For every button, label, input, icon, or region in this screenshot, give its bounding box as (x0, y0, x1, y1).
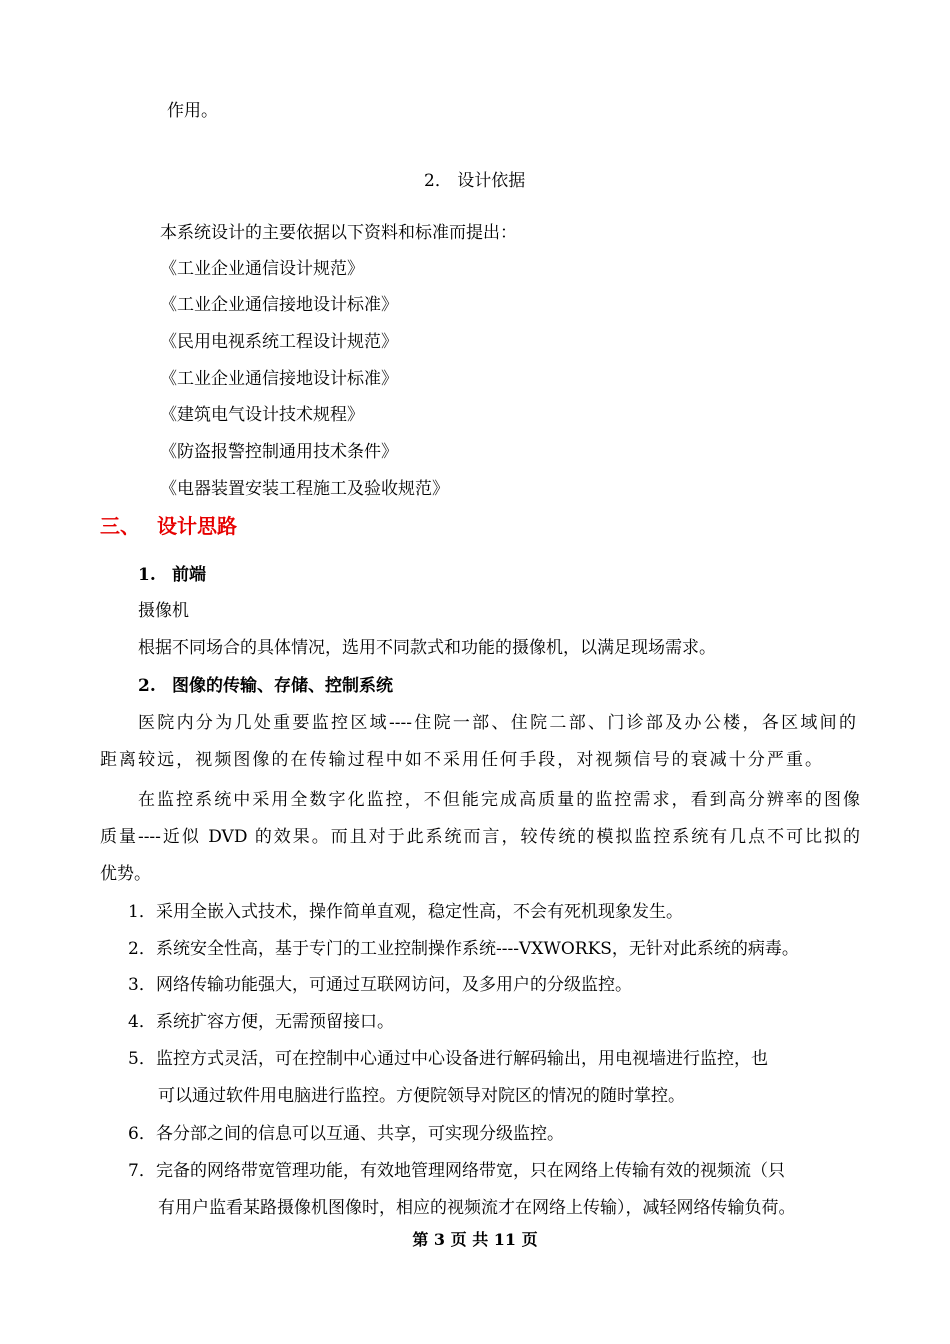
subsection-number: 2. (138, 676, 156, 696)
list-number: 7． (128, 1161, 156, 1181)
subsection-number: 1. (138, 565, 156, 585)
standard-item: 《建筑电气设计技术规程》 (160, 405, 364, 425)
list-text: 网络传输功能强大，可通过互联网访问，及多用户的分级监控。 (156, 975, 632, 995)
list-item-continuation: 有用户监看某路摄像机图像时，相应的视频流才在网络上传输），减轻网络传输负荷。 (158, 1198, 796, 1218)
standard-item: 《电器装置安装工程施工及验收规范》 (160, 479, 449, 499)
list-item (128, 1010, 394, 1034)
paragraph-tail: 作用。 (167, 101, 218, 121)
front-item: 摄像机 (138, 601, 189, 621)
design-basis-heading: 2． 设计依据 (424, 171, 526, 191)
list-text: 系统安全性高，基于专门的工业控制操作系统----VXWORKS，无针对此系统的病毒。 (156, 939, 799, 959)
front-description: 根据不同场合的具体情况，选用不同款式和功能的摄像机，以满足现场需求。 (138, 638, 716, 658)
list-text: 系统扩容方便，无需预留接口。 (156, 1012, 394, 1032)
standard-item: 《工业企业通信设计规范》 (160, 259, 364, 279)
list-text: 完备的网络带宽管理功能，有效地管理网络带宽，只在网络上传输有效的视频流（只 (156, 1161, 785, 1181)
list-number: 4． (128, 1012, 156, 1032)
list-item-continuation: 可以通过软件用电脑进行监控。方便院领导对院区的情况的随时掌控。 (158, 1086, 685, 1106)
list-text: 监控方式灵活，可在控制中心通过中心设备进行解码输出，用电视墙进行监控，也 (156, 1049, 768, 1069)
paragraph-line: 在监控系统中采用全数字化监控，不但能完成高质量的监控需求，看到高分辨率的图像 (138, 790, 860, 810)
subsection-title: 图像的传输、存储、控制系统 (172, 676, 393, 696)
list-number: 6． (128, 1124, 156, 1144)
paragraph-line: 质量----近似 DVD 的效果。而且对于此系统而言，较传统的模拟监控系统有几点不可比拟的 (100, 827, 860, 847)
page-footer: 第 3 页 共 11 页 (412, 1230, 538, 1249)
list-number: 1． (128, 902, 156, 922)
design-basis-lead: 本系统设计的主要依据以下资料和标准而提出： (160, 223, 517, 243)
list-text: 采用全嵌入式技术，操作简单直观，稳定性高，不会有死机现象发生。 (156, 902, 683, 922)
list-number: 5． (128, 1049, 156, 1069)
list-text: 各分部之间的信息可以互通、共享，可实现分级监控。 (156, 1124, 564, 1144)
list-item (128, 973, 632, 997)
standard-item: 《防盗报警控制通用技术条件》 (160, 442, 398, 462)
list-item (128, 937, 799, 961)
list-item (128, 1047, 768, 1071)
list-number: 3． (128, 975, 156, 995)
section-number: 三、 (100, 514, 140, 538)
list-number: 2． (128, 939, 156, 959)
standard-item: 《工业企业通信接地设计标准》 (160, 295, 398, 315)
standard-item: 《工业企业通信接地设计标准》 (160, 369, 398, 389)
standard-item: 《民用电视系统工程设计规范》 (160, 332, 398, 352)
list-item (128, 900, 683, 924)
section-title: 设计思路 (157, 514, 237, 538)
paragraph-line: 距离较远，视频图像的在传输过程中如不采用任何手段，对视频信号的衰减十分严重。 (100, 750, 822, 770)
list-item (128, 1122, 564, 1146)
paragraph-line: 优势。 (100, 864, 151, 884)
list-item (128, 1159, 785, 1183)
subsection-title: 前端 (172, 565, 206, 585)
paragraph-line: 医院内分为几处重要监控区域----住院一部、住院二部、门诊部及办公楼，各区域间的 (138, 713, 856, 733)
